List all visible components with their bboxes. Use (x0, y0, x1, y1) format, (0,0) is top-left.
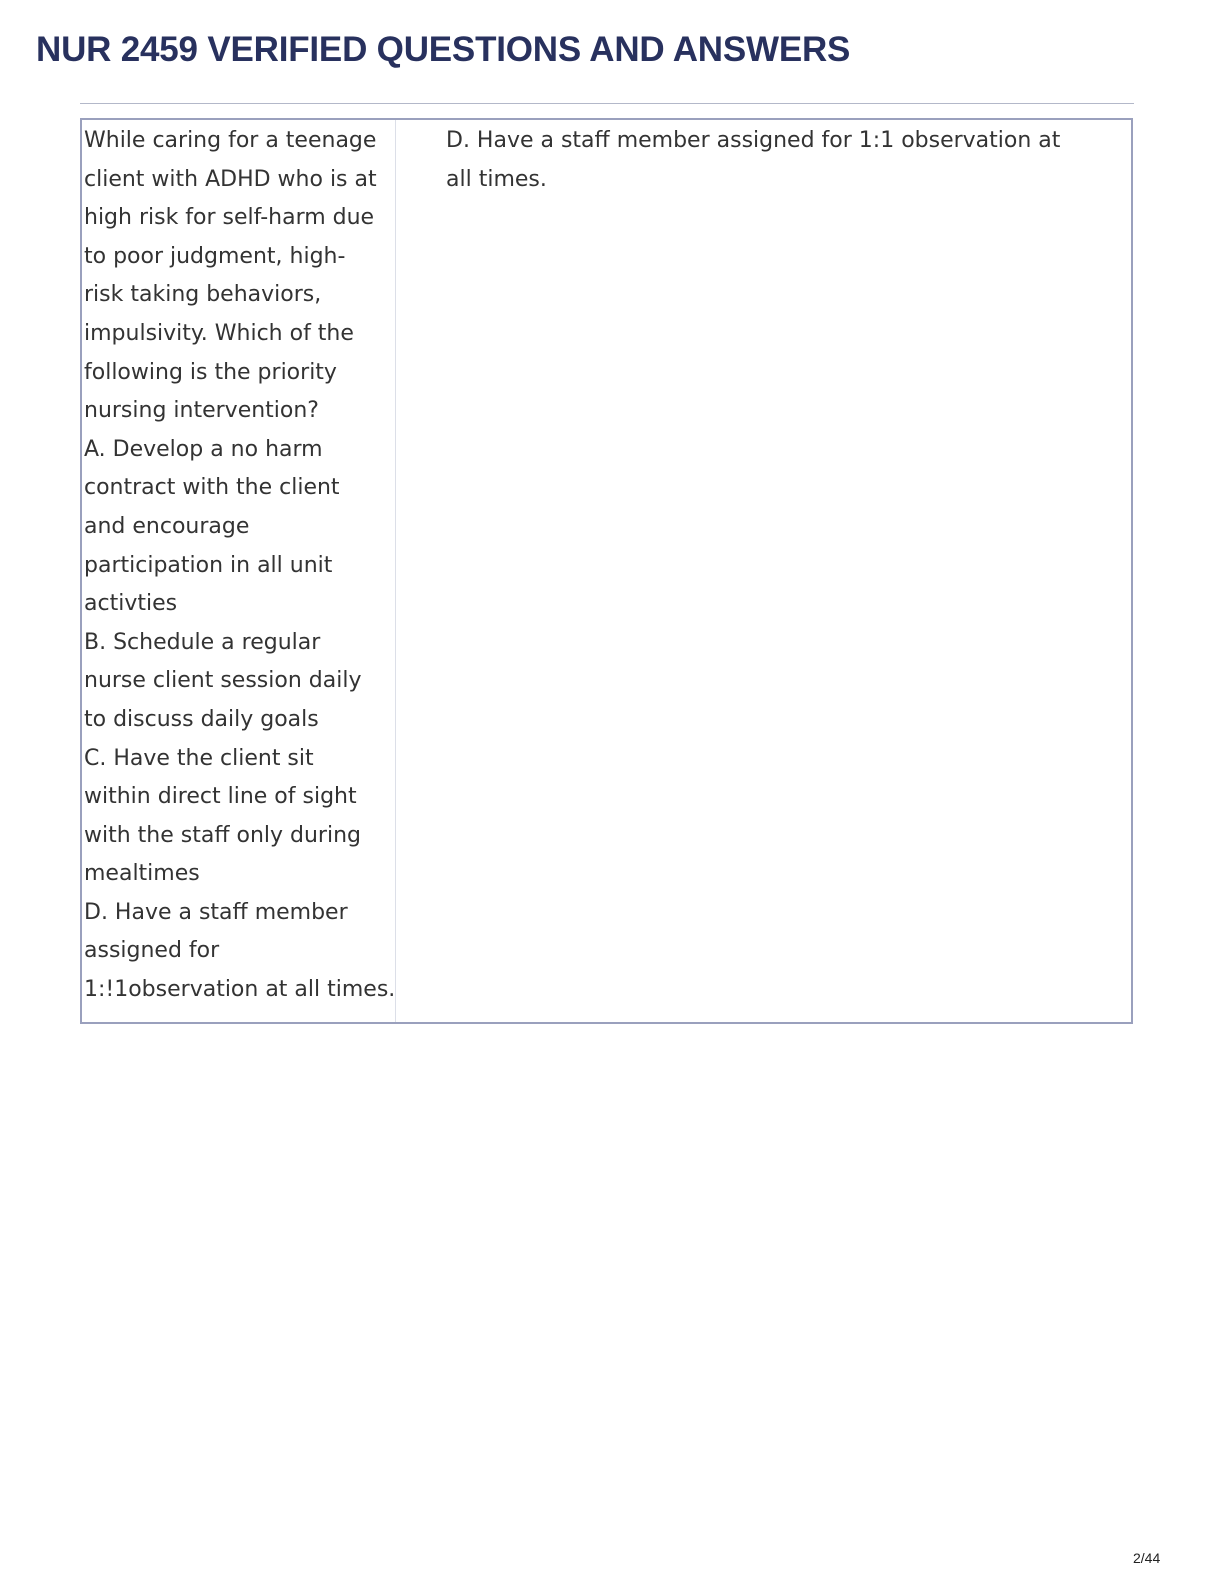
option-b-line: B. Schedule a regular (84, 629, 321, 655)
question-line: impulsivity. Which of the (84, 320, 354, 346)
title-divider (80, 103, 1134, 104)
option-a-line: A. Develop a no harm (84, 436, 323, 462)
option-d-line: 1:!1observation at all times. (84, 977, 396, 1003)
question-line: nursing intervention? (84, 398, 319, 424)
option-b-line: to discuss daily goals (84, 706, 319, 732)
option-b-line: nurse client session daily (84, 668, 362, 694)
question-line: While caring for a teenage (84, 128, 377, 153)
option-a-line: participation in all unit (84, 552, 333, 578)
question-cell (82, 120, 396, 1022)
answer-line: all times. (446, 166, 547, 192)
option-c-line: C. Have the client sit (84, 745, 314, 771)
option-a-line: activties (84, 591, 178, 617)
answer-cell (396, 120, 1131, 1022)
option-c-line: mealtimes (84, 861, 200, 887)
flashcard-table (80, 118, 1133, 1024)
answer-line: D. Have a staff member assigned for 1:1 observation at (446, 128, 1061, 153)
option-a-line: and encourage (84, 513, 250, 539)
document-title: NUR 2459 VERIFIED QUESTIONS AND ANSWERS (36, 30, 851, 69)
question-line: to poor judgment, high- (84, 243, 346, 269)
option-d-line: D. Have a staff member (84, 899, 348, 925)
question-line: high risk for self-harm due (84, 205, 375, 231)
question-line: following is the priority (84, 359, 337, 385)
page-number: 2/44 (1133, 1550, 1161, 1566)
option-c-line: with the staff only during (84, 822, 361, 848)
question-line: client with ADHD who is at (84, 166, 377, 192)
option-d-line: assigned for (84, 938, 220, 964)
option-a-line: contract with the client (84, 475, 340, 501)
option-c-line: within direct line of sight (84, 784, 357, 810)
question-line: risk taking behaviors, (84, 282, 322, 308)
